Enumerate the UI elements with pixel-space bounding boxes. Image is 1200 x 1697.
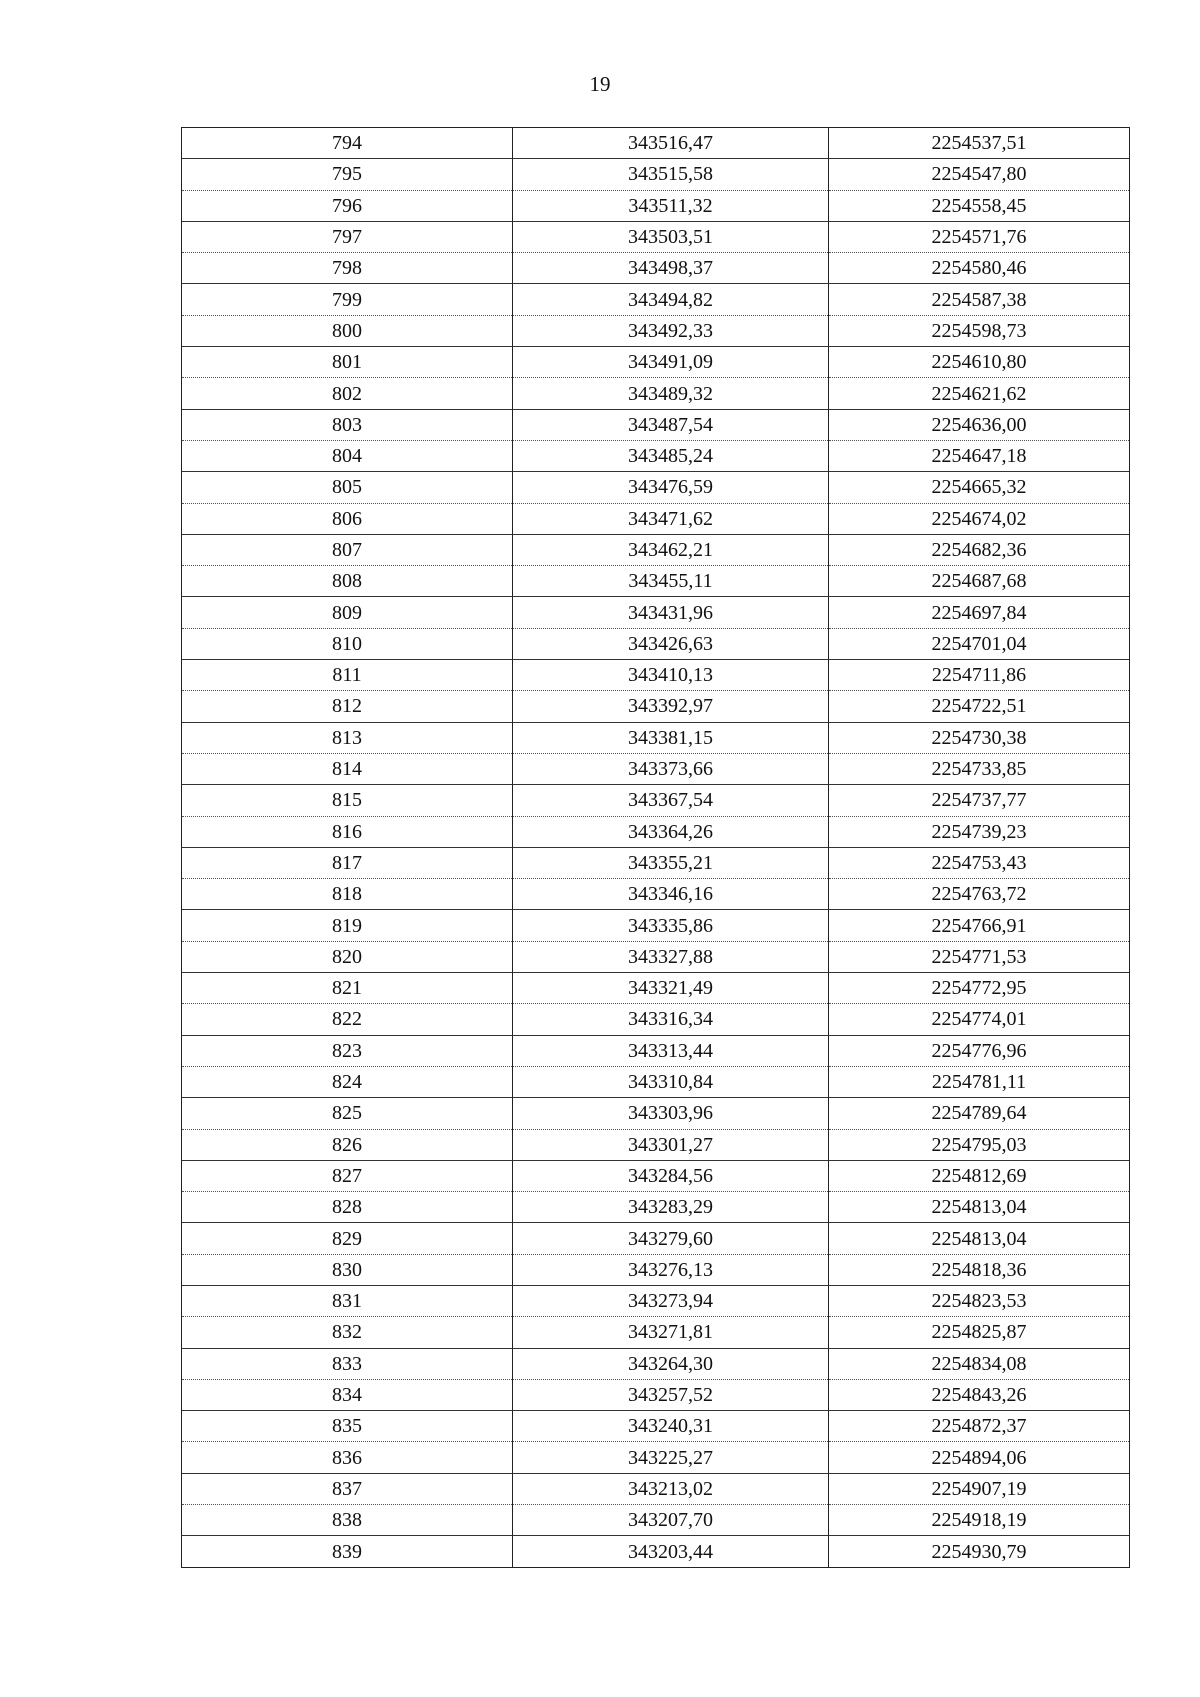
x-coordinate-cell: 343476,59: [513, 472, 829, 503]
point-number-cell: 798: [182, 253, 513, 284]
x-coordinate-cell: 343364,26: [513, 816, 829, 847]
y-coordinate-cell: 2254818,36: [829, 1254, 1130, 1285]
x-coordinate-cell: 343240,31: [513, 1411, 829, 1442]
table-row: [182, 1411, 1130, 1442]
table-row: [182, 785, 1130, 816]
y-coordinate-cell: 2254674,02: [829, 503, 1130, 534]
y-coordinate-cell: 2254872,37: [829, 1411, 1130, 1442]
table-row: [182, 691, 1130, 722]
point-number-cell: 813: [182, 722, 513, 753]
x-coordinate-cell: 343516,47: [513, 128, 829, 159]
table-row: [182, 534, 1130, 565]
point-number-cell: 816: [182, 816, 513, 847]
table-row: [182, 722, 1130, 753]
point-number-cell: 837: [182, 1473, 513, 1504]
y-coordinate-cell: 2254843,26: [829, 1379, 1130, 1410]
y-coordinate-cell: 2254665,32: [829, 472, 1130, 503]
y-coordinate-cell: 2254907,19: [829, 1473, 1130, 1504]
x-coordinate-cell: 343491,09: [513, 347, 829, 378]
point-number-cell: 802: [182, 378, 513, 409]
point-number-cell: 825: [182, 1098, 513, 1129]
point-number-cell: 819: [182, 910, 513, 941]
y-coordinate-cell: 2254733,85: [829, 753, 1130, 784]
y-coordinate-cell: 2254834,08: [829, 1348, 1130, 1379]
y-coordinate-cell: 2254610,80: [829, 347, 1130, 378]
y-coordinate-cell: 2254598,73: [829, 315, 1130, 346]
point-number-cell: 806: [182, 503, 513, 534]
y-coordinate-cell: 2254739,23: [829, 816, 1130, 847]
point-number-cell: 811: [182, 660, 513, 691]
table-row: [182, 1536, 1130, 1567]
x-coordinate-cell: 343503,51: [513, 221, 829, 252]
table-row: [182, 221, 1130, 252]
y-coordinate-cell: 2254571,76: [829, 221, 1130, 252]
y-coordinate-cell: 2254774,01: [829, 1004, 1130, 1035]
table-row: [182, 753, 1130, 784]
table-row: [182, 1160, 1130, 1191]
point-number-cell: 826: [182, 1129, 513, 1160]
point-number-cell: 818: [182, 879, 513, 910]
x-coordinate-cell: 343346,16: [513, 879, 829, 910]
table-row: [182, 284, 1130, 315]
y-coordinate-cell: 2254580,46: [829, 253, 1130, 284]
table-row: [182, 1379, 1130, 1410]
x-coordinate-cell: 343381,15: [513, 722, 829, 753]
table-row: [182, 628, 1130, 659]
x-coordinate-cell: 343313,44: [513, 1035, 829, 1066]
point-number-cell: 824: [182, 1066, 513, 1097]
x-coordinate-cell: 343225,27: [513, 1442, 829, 1473]
table-row: [182, 1348, 1130, 1379]
point-number-cell: 820: [182, 941, 513, 972]
point-number-cell: 821: [182, 973, 513, 1004]
x-coordinate-cell: 343511,32: [513, 190, 829, 221]
y-coordinate-cell: 2254894,06: [829, 1442, 1130, 1473]
x-coordinate-cell: 343264,30: [513, 1348, 829, 1379]
table-row: [182, 910, 1130, 941]
x-coordinate-cell: 343494,82: [513, 284, 829, 315]
table-row: [182, 503, 1130, 534]
x-coordinate-cell: 343355,21: [513, 847, 829, 878]
table-row: [182, 253, 1130, 284]
y-coordinate-cell: 2254781,11: [829, 1066, 1130, 1097]
y-coordinate-cell: 2254636,00: [829, 409, 1130, 440]
x-coordinate-cell: 343498,37: [513, 253, 829, 284]
x-coordinate-cell: 343392,97: [513, 691, 829, 722]
point-number-cell: 832: [182, 1317, 513, 1348]
table-row: [182, 816, 1130, 847]
table-row: [182, 1035, 1130, 1066]
table-row: [182, 347, 1130, 378]
x-coordinate-cell: 343489,32: [513, 378, 829, 409]
point-number-cell: 794: [182, 128, 513, 159]
x-coordinate-cell: 343327,88: [513, 941, 829, 972]
point-number-cell: 817: [182, 847, 513, 878]
point-number-cell: 822: [182, 1004, 513, 1035]
x-coordinate-cell: 343279,60: [513, 1223, 829, 1254]
x-coordinate-cell: 343485,24: [513, 440, 829, 471]
point-number-cell: 812: [182, 691, 513, 722]
table-row: [182, 1192, 1130, 1223]
coordinates-table: [181, 127, 1130, 1568]
point-number-cell: 830: [182, 1254, 513, 1285]
table-row: [182, 409, 1130, 440]
x-coordinate-cell: 343426,63: [513, 628, 829, 659]
x-coordinate-cell: 343492,33: [513, 315, 829, 346]
point-number-cell: 797: [182, 221, 513, 252]
y-coordinate-cell: 2254558,45: [829, 190, 1130, 221]
x-coordinate-cell: 343455,11: [513, 566, 829, 597]
table-row: [182, 1098, 1130, 1129]
point-number-cell: 795: [182, 159, 513, 190]
y-coordinate-cell: 2254789,64: [829, 1098, 1130, 1129]
point-number-cell: 804: [182, 440, 513, 471]
x-coordinate-cell: 343316,34: [513, 1004, 829, 1035]
point-number-cell: 839: [182, 1536, 513, 1567]
x-coordinate-cell: 343335,86: [513, 910, 829, 941]
y-coordinate-cell: 2254701,04: [829, 628, 1130, 659]
table-row: [182, 1254, 1130, 1285]
x-coordinate-cell: 343310,84: [513, 1066, 829, 1097]
table-row: [182, 1129, 1130, 1160]
point-number-cell: 838: [182, 1505, 513, 1536]
table-row: [182, 1317, 1130, 1348]
y-coordinate-cell: 2254697,84: [829, 597, 1130, 628]
x-coordinate-cell: 343207,70: [513, 1505, 829, 1536]
point-number-cell: 800: [182, 315, 513, 346]
x-coordinate-cell: 343284,56: [513, 1160, 829, 1191]
x-coordinate-cell: 343273,94: [513, 1285, 829, 1316]
table-row: [182, 1004, 1130, 1035]
y-coordinate-cell: 2254647,18: [829, 440, 1130, 471]
point-number-cell: 796: [182, 190, 513, 221]
y-coordinate-cell: 2254918,19: [829, 1505, 1130, 1536]
y-coordinate-cell: 2254825,87: [829, 1317, 1130, 1348]
point-number-cell: 807: [182, 534, 513, 565]
table-row: [182, 190, 1130, 221]
y-coordinate-cell: 2254753,43: [829, 847, 1130, 878]
x-coordinate-cell: 343303,96: [513, 1098, 829, 1129]
y-coordinate-cell: 2254766,91: [829, 910, 1130, 941]
y-coordinate-cell: 2254813,04: [829, 1223, 1130, 1254]
table-row: [182, 941, 1130, 972]
point-number-cell: 836: [182, 1442, 513, 1473]
table-row: [182, 597, 1130, 628]
point-number-cell: 803: [182, 409, 513, 440]
point-number-cell: 833: [182, 1348, 513, 1379]
y-coordinate-cell: 2254737,77: [829, 785, 1130, 816]
point-number-cell: 801: [182, 347, 513, 378]
y-coordinate-cell: 2254776,96: [829, 1035, 1130, 1066]
x-coordinate-cell: 343203,44: [513, 1536, 829, 1567]
table-row: [182, 973, 1130, 1004]
point-number-cell: 810: [182, 628, 513, 659]
x-coordinate-cell: 343487,54: [513, 409, 829, 440]
x-coordinate-cell: 343373,66: [513, 753, 829, 784]
y-coordinate-cell: 2254771,53: [829, 941, 1130, 972]
point-number-cell: 805: [182, 472, 513, 503]
y-coordinate-cell: 2254772,95: [829, 973, 1130, 1004]
x-coordinate-cell: 343367,54: [513, 785, 829, 816]
y-coordinate-cell: 2254621,62: [829, 378, 1130, 409]
x-coordinate-cell: 343462,21: [513, 534, 829, 565]
table-row: [182, 315, 1130, 346]
y-coordinate-cell: 2254823,53: [829, 1285, 1130, 1316]
point-number-cell: 809: [182, 597, 513, 628]
x-coordinate-cell: 343471,62: [513, 503, 829, 534]
x-coordinate-cell: 343276,13: [513, 1254, 829, 1285]
y-coordinate-cell: 2254711,86: [829, 660, 1130, 691]
table-row: [182, 1285, 1130, 1316]
y-coordinate-cell: 2254763,72: [829, 879, 1130, 910]
table-row: [182, 159, 1130, 190]
y-coordinate-cell: 2254722,51: [829, 691, 1130, 722]
point-number-cell: 834: [182, 1379, 513, 1410]
point-number-cell: 814: [182, 753, 513, 784]
point-number-cell: 808: [182, 566, 513, 597]
table-row: [182, 378, 1130, 409]
table-row: [182, 1223, 1130, 1254]
point-number-cell: 823: [182, 1035, 513, 1066]
table-row: [182, 879, 1130, 910]
table-row: [182, 1066, 1130, 1097]
y-coordinate-cell: 2254682,36: [829, 534, 1130, 565]
point-number-cell: 835: [182, 1411, 513, 1442]
table-row: [182, 1442, 1130, 1473]
point-number-cell: 815: [182, 785, 513, 816]
y-coordinate-cell: 2254930,79: [829, 1536, 1130, 1567]
point-number-cell: 827: [182, 1160, 513, 1191]
coordinates-table-body: [182, 128, 1130, 1568]
page-number: 19: [589, 72, 611, 96]
point-number-cell: 829: [182, 1223, 513, 1254]
table-row: [182, 440, 1130, 471]
table-row: [182, 1505, 1130, 1536]
point-number-cell: 828: [182, 1192, 513, 1223]
x-coordinate-cell: 343321,49: [513, 973, 829, 1004]
x-coordinate-cell: 343431,96: [513, 597, 829, 628]
table-row: [182, 660, 1130, 691]
y-coordinate-cell: 2254547,80: [829, 159, 1130, 190]
y-coordinate-cell: 2254687,68: [829, 566, 1130, 597]
x-coordinate-cell: 343515,58: [513, 159, 829, 190]
x-coordinate-cell: 343301,27: [513, 1129, 829, 1160]
x-coordinate-cell: 343271,81: [513, 1317, 829, 1348]
y-coordinate-cell: 2254587,38: [829, 284, 1130, 315]
point-number-cell: 799: [182, 284, 513, 315]
y-coordinate-cell: 2254537,51: [829, 128, 1130, 159]
table-row: [182, 472, 1130, 503]
x-coordinate-cell: 343213,02: [513, 1473, 829, 1504]
table-row: [182, 1473, 1130, 1504]
y-coordinate-cell: 2254813,04: [829, 1192, 1130, 1223]
x-coordinate-cell: 343410,13: [513, 660, 829, 691]
table-row: [182, 566, 1130, 597]
table-row: [182, 128, 1130, 159]
y-coordinate-cell: 2254795,03: [829, 1129, 1130, 1160]
table-row: [182, 847, 1130, 878]
y-coordinate-cell: 2254730,38: [829, 722, 1130, 753]
x-coordinate-cell: 343257,52: [513, 1379, 829, 1410]
x-coordinate-cell: 343283,29: [513, 1192, 829, 1223]
y-coordinate-cell: 2254812,69: [829, 1160, 1130, 1191]
point-number-cell: 831: [182, 1285, 513, 1316]
